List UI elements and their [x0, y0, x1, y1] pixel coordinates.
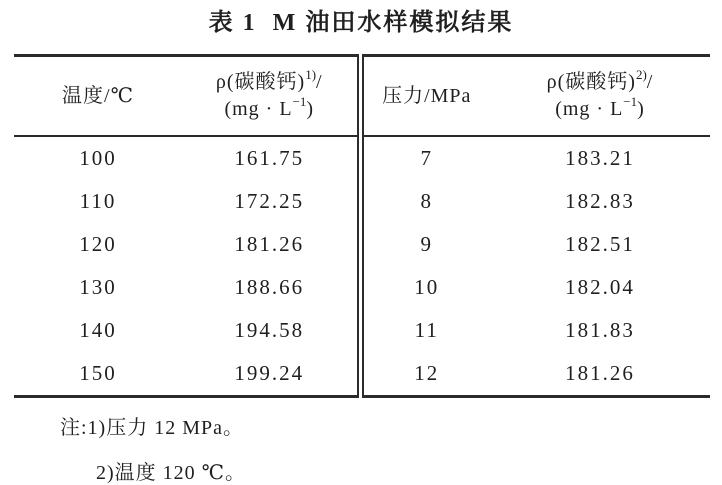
cell-pressure: 12: [360, 352, 490, 397]
cell-temperature: 120: [79, 232, 117, 256]
unit-exponent: −1: [292, 94, 307, 110]
cell-temperature: 140: [79, 318, 117, 342]
table-row: [14, 136, 710, 180]
cell-rho2: 181.26: [565, 361, 635, 385]
col-header-rho1: [182, 56, 360, 137]
cell-rho1: 194.58: [234, 318, 305, 342]
note-2: 2)温度 120 ℃。: [96, 462, 247, 484]
simulation-results-table: [14, 54, 710, 398]
rho2-symbol-line: ρ(碳酸钙)$^{2)}$/: [546, 67, 654, 93]
table-row: [14, 352, 710, 397]
col-header-temperature: 温度/℃: [14, 56, 182, 137]
rho1-symbol-line: ρ(碳酸钙)$^{1)}$/: [215, 67, 323, 93]
cell-temperature: 150: [79, 361, 117, 385]
col-header-pressure: 压力/MPa: [360, 56, 490, 137]
cell-temperature: 110: [79, 189, 117, 213]
table-notes: [60, 415, 722, 485]
note-1: 注:1)压力 12 MPa。: [60, 417, 244, 439]
cell-pressure: 8: [360, 180, 490, 223]
cell-pressure: 10: [360, 266, 490, 309]
unit-exponent: −1: [623, 94, 638, 110]
table-number: 表 1: [208, 10, 257, 36]
footnote-marker-1: 1): [305, 67, 317, 83]
cell-rho1: 172.25: [234, 189, 305, 213]
table-title-text: M 油田水样模拟结果: [272, 10, 514, 36]
table-row: [14, 223, 710, 266]
table-row: [14, 266, 710, 309]
cell-rho2: 183.21: [565, 146, 635, 170]
cell-temperature: 130: [79, 275, 117, 299]
cell-pressure: 7: [360, 136, 490, 180]
cell-rho2: 181.83: [565, 318, 635, 342]
cell-rho2: 182.83: [565, 189, 635, 213]
table-title: [0, 0, 722, 38]
cell-rho1: 161.75: [234, 146, 305, 170]
cell-pressure: 11: [360, 309, 490, 352]
footnote-marker-2: 2): [635, 67, 647, 83]
cell-rho2: 182.04: [565, 275, 635, 299]
table-row: [14, 309, 710, 352]
cell-rho1: 188.66: [234, 275, 305, 299]
cell-rho1: 199.24: [234, 361, 305, 385]
col-header-rho2: [490, 56, 710, 137]
table-row: [14, 180, 710, 223]
rho2-unit-line: $(mg \cdot L^{-1})$: [555, 94, 645, 120]
rho1-unit-line: $(mg \cdot L^{-1})$: [224, 94, 315, 120]
cell-pressure: 9: [360, 223, 490, 266]
cell-rho2: 182.51: [565, 232, 635, 256]
header-row: [14, 56, 710, 137]
cell-rho1: 181.26: [234, 232, 305, 256]
cell-temperature: 100: [79, 146, 117, 170]
